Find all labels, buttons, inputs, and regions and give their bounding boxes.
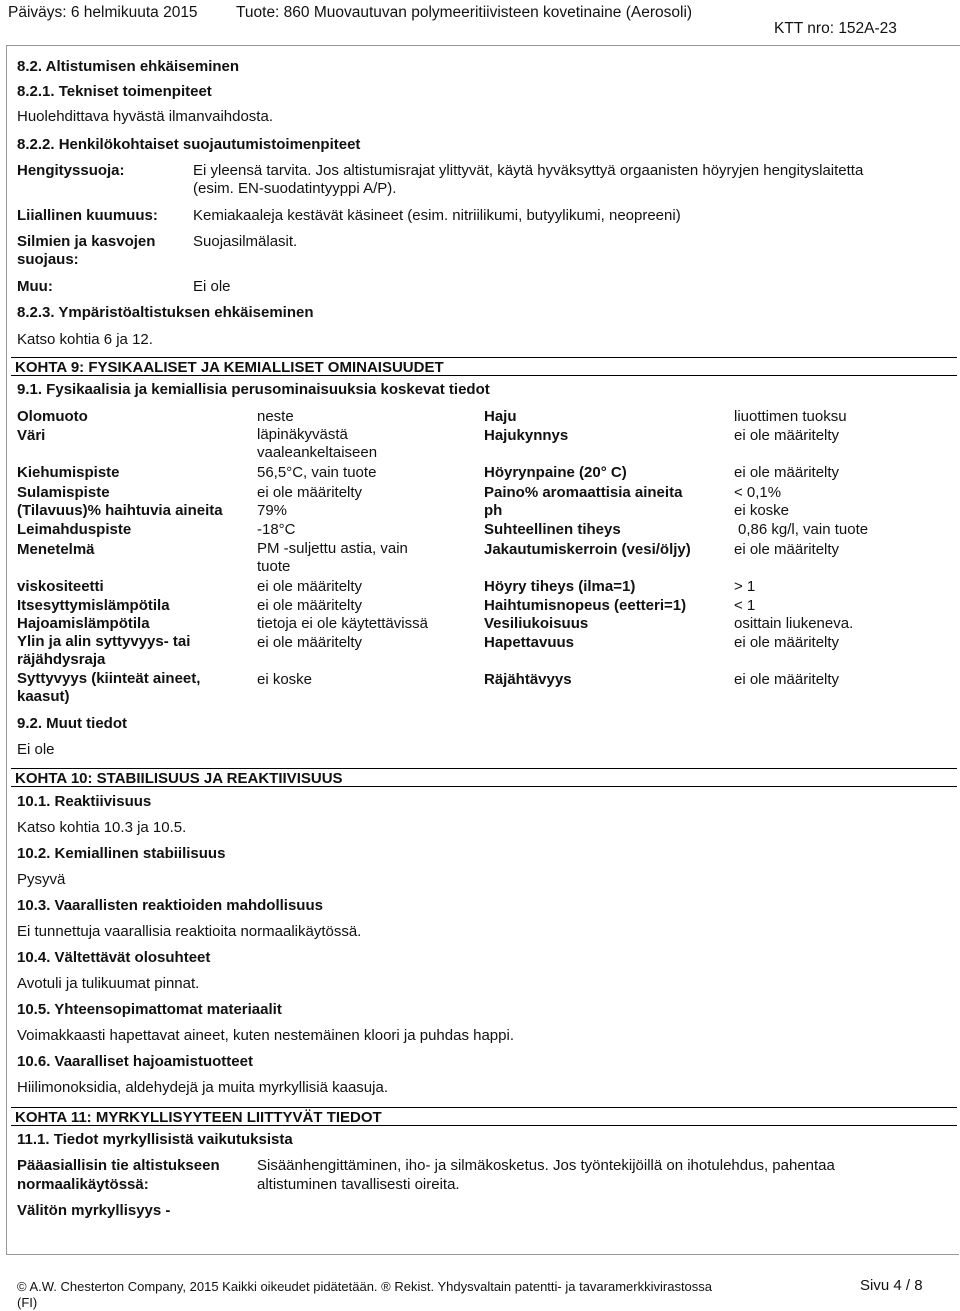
prop-value: < 1	[734, 597, 756, 614]
text-10-6: Hiilimonoksidia, aldehydejä ja muita myrkyllisiä kaasuja.	[17, 1079, 388, 1096]
other-value: Ei ole	[193, 278, 231, 295]
prop-value: 56,5°C, vain tuote	[257, 464, 377, 481]
route-value-line2: altistuminen tavallisesti oireita.	[257, 1176, 460, 1193]
acute-toxicity-label: Välitön myrkyllisyys -	[17, 1202, 171, 1219]
heading-8-2-2: 8.2.2. Henkilökohtaiset suojautumistoimenpiteet	[17, 136, 361, 153]
prop-value: -18°C	[257, 521, 296, 538]
respiratory-value-line1: Ei yleensä tarvita. Jos altistumisrajat ylittyvät, käytä hyväksyttyä orgaanisten höyryjen hengityslaitetta	[193, 162, 864, 179]
section-9-title: KOHTA 9: FYSIKAALISET JA KEMIALLISET OMINAISUUDET	[11, 357, 957, 376]
skin-value: Kemiakaaleja kestävät käsineet (esim. nitriilikumi, butyylikumi, neopreeni)	[193, 207, 681, 224]
prop-value: ei ole määritelty	[734, 464, 840, 481]
prop-value: 79%	[257, 502, 288, 519]
prop-label: Höyrynpaine (20° C)	[484, 464, 627, 481]
heading-9-2: 9.2. Muut tiedot	[17, 715, 127, 732]
prop-value: ei ole määritelty	[257, 634, 363, 651]
heading-10-5: 10.5. Yhteensopimattomat materiaalit	[17, 1001, 282, 1018]
prop-label: Suhteellinen tiheys	[484, 521, 621, 538]
heading-10-1: 10.1. Reaktiivisuus	[17, 793, 152, 810]
footer-divider	[6, 1254, 959, 1255]
prop-label: Paino% aromaattisia aineita	[484, 484, 683, 501]
prop-value: ei ole määritelty	[734, 634, 840, 651]
prop-label: Syttyvyys (kiinteät aineet, kaasut)	[17, 670, 201, 705]
respiratory-label: Hengityssuoja:	[17, 162, 125, 179]
prop-label: Kiehumispiste	[17, 464, 120, 481]
text-8-2-1: Huolehdittava hyvästä ilmanvaihdosta.	[17, 108, 273, 125]
prop-label: Vesiliukoisuus	[484, 615, 589, 632]
prop-label: Menetelmä	[17, 541, 95, 558]
prop-label: Räjähtävyys	[484, 671, 572, 688]
heading-9-1: 9.1. Fysikaalisia ja kemiallisia perusominaisuuksia koskevat tiedot	[17, 381, 490, 398]
text-10-2: Pysyvä	[17, 871, 66, 888]
prop-value: ei ole määritelty	[257, 578, 363, 595]
heading-8-2-1: 8.2.1. Tekniset toimenpiteet	[17, 83, 212, 100]
prop-value: ei koske	[734, 502, 790, 519]
prop-label: ph	[484, 502, 503, 519]
product-title: Tuote: 860 Muovautuvan polymeeritiivisteen kovetinaine (Aerosoli)	[236, 4, 693, 21]
eye-label-line2: suojaus:	[17, 251, 79, 268]
route-label-line1: Pääasiallisin tie altistukseen	[17, 1157, 220, 1174]
prop-label: Jakautumiskerroin (vesi/öljy)	[484, 541, 691, 558]
prop-label: Leimahduspiste	[17, 521, 132, 538]
prop-value: > 1	[734, 578, 756, 595]
prop-label: Sulamispiste	[17, 484, 110, 501]
heading-10-6: 10.6. Vaaralliset hajoamistuotteet	[17, 1053, 253, 1070]
text-9-2: Ei ole	[17, 741, 55, 758]
text-10-5: Voimakkaasti hapettavat aineet, kuten nestemäinen kloori ja puhdas happi.	[17, 1027, 514, 1044]
skin-label: Liiallinen kuumuus:	[17, 207, 158, 224]
prop-value: ei ole määritelty	[257, 597, 363, 614]
respiratory-value-line2: (esim. EN-suodatintyyppi A/P).	[193, 180, 397, 197]
heading-10-4: 10.4. Vältettävät olosuhteet	[17, 949, 211, 966]
prop-label: Itsesyttymislämpötila	[17, 597, 170, 614]
prop-label: Hajoamislämpötila	[17, 615, 150, 632]
route-label-line2: normaalikäytössä:	[17, 1176, 149, 1193]
prop-label: Väri	[17, 427, 46, 444]
heading-11-1: 11.1. Tiedot myrkyllisistä vaikutuksista	[17, 1131, 293, 1148]
prop-label: Olomuoto	[17, 408, 88, 425]
heading-8-2: 8.2. Altistumisen ehkäiseminen	[17, 58, 240, 75]
prop-value: ei ole määritelty	[734, 671, 840, 688]
eye-value: Suojasilmälasit.	[193, 233, 298, 250]
section-10-title: KOHTA 10: STABIILISUUS JA REAKTIIVISUUS	[11, 768, 957, 787]
prop-value: liuottimen tuoksu	[734, 408, 847, 425]
prop-value: < 0,1%	[734, 484, 782, 501]
prop-label: Haju	[484, 408, 517, 425]
prop-value: läpinäkyvästä vaaleankeltaiseen	[257, 426, 378, 461]
section-11-title: KOHTA 11: MYRKYLLISYYTEEN LIITTYVÄT TIEDOT	[11, 1107, 957, 1126]
prop-value: ei koske	[257, 671, 313, 688]
ktt-number: KTT nro: 152A-23	[774, 20, 897, 37]
footer-copyright-line1: © A.W. Chesterton Company, 2015 Kaikki oikeudet pidätetään. ® Rekist. Yhdysvaltain patentti- ja tavaramerkkivirastossa	[17, 1279, 713, 1294]
prop-value: ei ole määritelty	[734, 541, 840, 558]
prop-label: Ylin ja alin syttyvyys- tai räjähdysraja	[17, 633, 191, 668]
prop-label: Höyry tiheys (ilma=1)	[484, 578, 636, 595]
prop-value: PM -suljettu astia, vain tuote	[257, 540, 408, 575]
prop-value: osittain liukeneva.	[734, 615, 854, 632]
prop-label: Hajukynnys	[484, 427, 569, 444]
text-10-1: Katso kohtia 10.3 ja 10.5.	[17, 819, 187, 836]
route-value-line1: Sisäänhengittäminen, iho- ja silmäkosketus. Jos työntekijöillä on ihotulehdus, pahentaa	[257, 1157, 835, 1174]
text-10-4: Avotuli ja tulikuumat pinnat.	[17, 975, 200, 992]
text-10-3: Ei tunnettuja vaarallisia reaktioita normaalikäytössä.	[17, 923, 362, 940]
footer-copyright-line2: (FI)	[17, 1295, 38, 1310]
heading-10-2: 10.2. Kemiallinen stabiilisuus	[17, 845, 226, 862]
date-label: Päiväys: 6 helmikuuta 2015	[8, 4, 198, 21]
eye-label-line1: Silmien ja kasvojen	[17, 233, 156, 250]
prop-value: ei ole määritelty	[257, 484, 363, 501]
prop-value: 0,86 kg/l, vain tuote	[738, 521, 869, 538]
prop-label: Hapettavuus	[484, 634, 575, 651]
heading-8-2-3: 8.2.3. Ympäristöaltistuksen ehkäiseminen	[17, 304, 314, 321]
prop-label: (Tilavuus)% haihtuvia aineita	[17, 502, 223, 519]
prop-value: ei ole määritelty	[734, 427, 840, 444]
text-8-2-3: Katso kohtia 6 ja 12.	[17, 331, 153, 348]
heading-10-3: 10.3. Vaarallisten reaktioiden mahdollisuus	[17, 897, 323, 914]
prop-label: viskositeetti	[17, 578, 104, 595]
page-number: Sivu 4 / 8	[860, 1277, 923, 1294]
other-label: Muu:	[17, 278, 53, 295]
prop-value: neste	[257, 408, 294, 425]
prop-label: Haihtumisnopeus (eetteri=1)	[484, 597, 687, 614]
prop-value: tietoja ei ole käytettävissä	[257, 615, 428, 632]
